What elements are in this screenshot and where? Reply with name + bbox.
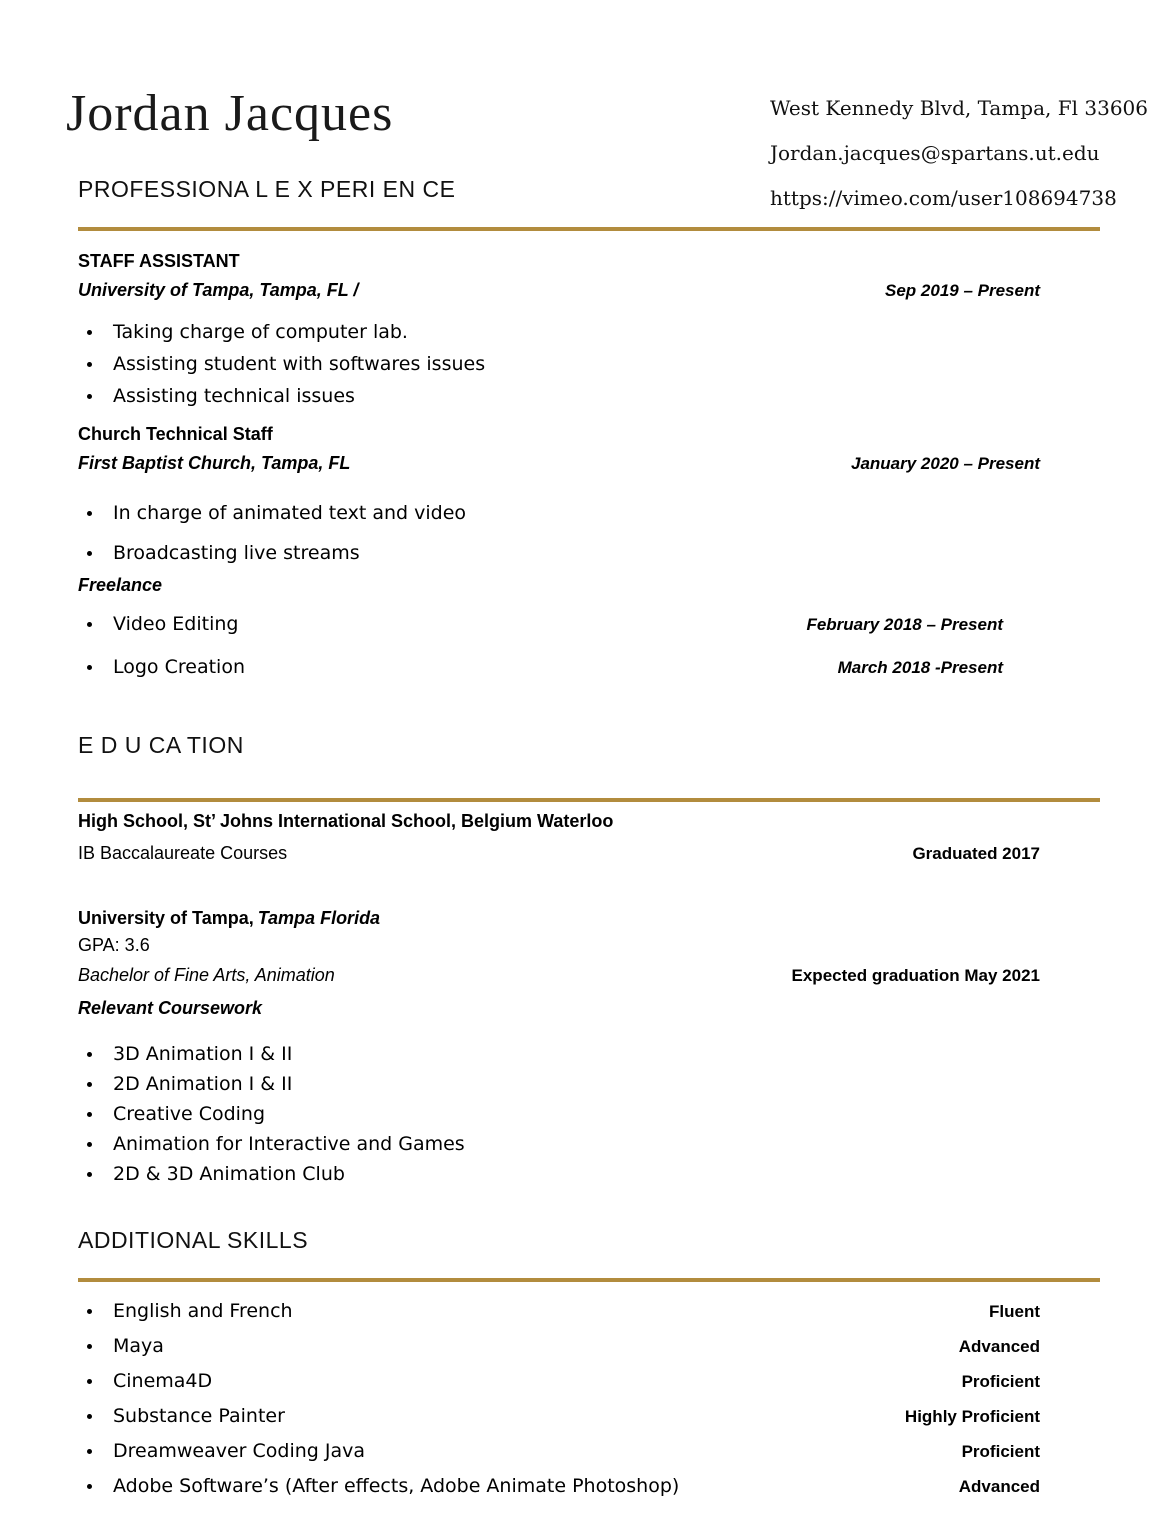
skill-name: Adobe Software’s (After effects, Adobe Animate Photoshop) [78,1475,679,1497]
degree-row [78,964,1100,987]
skill-name: Maya [78,1335,164,1357]
skill-name: Dreamweaver Coding Java [78,1440,365,1462]
coursework-item: 2D & 3D Animation Club [78,1159,1100,1189]
skills-section-title: ADDITIONAL SKILLS [78,1226,309,1253]
university-name: University of Tampa, [78,907,254,928]
skill-level: Advanced [958,1336,1040,1356]
job-bullet: Assisting student with softwares issues [78,348,1100,380]
skill-level: Proficient [961,1371,1040,1391]
skill-name: English and French [78,1300,293,1322]
job-bullet: Taking charge of computer lab. [78,316,1100,348]
job-bullet: Assisting technical issues [78,380,1100,412]
job-dates: January 2020 – Present [850,454,1040,474]
freelance-item-row [78,656,1100,678]
freelance-item-dates: March 2018 -Present [837,657,1003,677]
university-gpa: GPA: 3.6 [78,934,150,955]
job-title: Church Technical Staff [78,423,273,444]
skill-level: Advanced [958,1476,1040,1496]
person-name: Jordan Jacques [66,85,394,142]
coursework-label: Relevant Coursework [78,997,263,1018]
section-divider [78,1278,1100,1282]
skill-level: Highly Proficient [904,1406,1040,1426]
skill-level: Proficient [961,1441,1040,1461]
contact-block [770,86,1148,221]
job-dates: Sep 2019 – Present [885,281,1040,301]
degree-name: Bachelor of Fine Arts, Animation [78,964,335,985]
skill-name: Substance Painter [78,1405,285,1427]
high-school-date: Graduated 2017 [912,843,1040,863]
job-bullet-list [78,493,1100,573]
freelance-item-row [78,613,1100,635]
skill-row [78,1370,1100,1393]
job-subtitle-row [78,280,1100,302]
university-name-line [78,907,1100,929]
skills-list [78,1300,1100,1498]
job-title: Freelance [78,574,163,595]
freelance-item-label: Logo Creation [78,656,245,678]
job-bullet-list [78,316,1100,412]
job-organization: First Baptist Church, Tampa, FL [78,453,351,474]
skill-level: Fluent [989,1301,1040,1321]
job-bullet: Broadcasting live streams [78,533,1100,573]
freelance-item-dates: February 2018 – Present [806,614,1003,634]
skill-row [78,1335,1100,1358]
coursework-list [78,1039,1100,1189]
graduation-date: Expected graduation May 2021 [791,965,1040,985]
skill-row [78,1440,1100,1463]
contact-email: Jordan.jacques@spartans.ut.edu [770,141,1100,165]
skill-row [78,1300,1100,1323]
education-section-title: E D U CA TION [78,732,244,759]
job-bullet: In charge of animated text and video [78,493,1100,533]
experience-section-title: PROFESSIONA L E X PERI EN CE [78,176,456,202]
job-organization: University of Tampa, Tampa, FL / [78,280,359,301]
coursework-item: Animation for Interactive and Games [78,1129,1100,1159]
skill-name: Cinema4D [78,1370,212,1392]
section-divider [78,227,1100,231]
coursework-item: 2D Animation I & II [78,1069,1100,1099]
skill-row [78,1405,1100,1428]
contact-website: https://vimeo.com/user108694738 [770,186,1117,210]
university-location: Tampa Florida [257,907,381,928]
high-school-program: IB Baccalaureate Courses [78,842,288,863]
high-school-row [78,842,1100,865]
coursework-item: 3D Animation I & II [78,1039,1100,1069]
contact-address: West Kennedy Blvd, Tampa, Fl 33606 [770,96,1148,120]
job-title: STAFF ASSISTANT [78,250,240,271]
job-subtitle-row [78,453,1100,475]
skill-row [78,1475,1100,1498]
header [66,0,1148,210]
coursework-item: Creative Coding [78,1099,1100,1129]
freelance-item-label: Video Editing [78,613,238,635]
section-divider [78,798,1100,802]
high-school-name: High School, St’ Johns International School, Belgium Waterloo [78,810,614,831]
